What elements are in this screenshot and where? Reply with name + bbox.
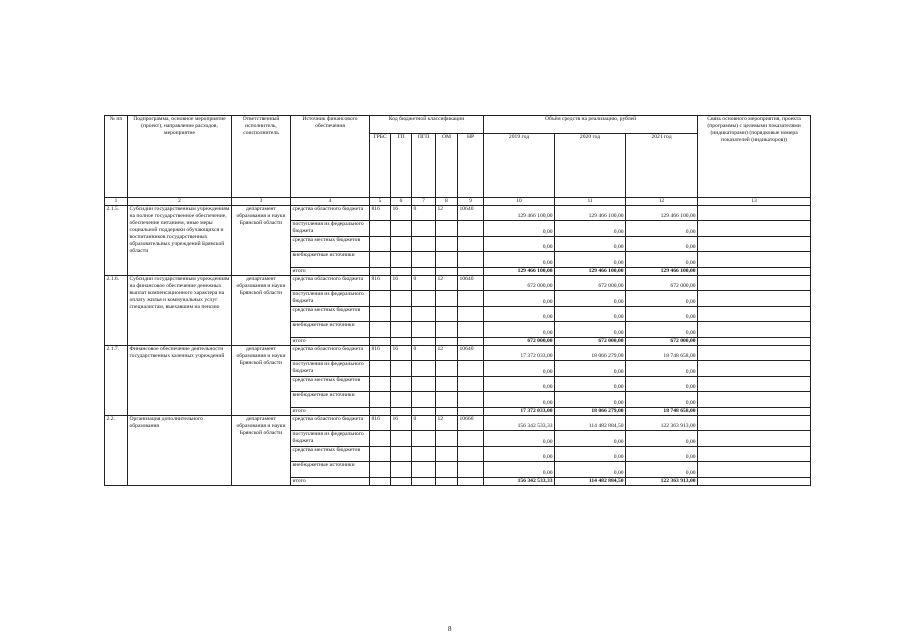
amount-2021: 0,00: [626, 462, 698, 478]
indicator-link: [698, 236, 811, 252]
code-grbs: [370, 392, 391, 408]
code-pgp: [412, 322, 436, 338]
code-pgp: [412, 267, 436, 275]
source-label: внебюджетные источники: [291, 392, 370, 408]
col-number: 2: [128, 198, 232, 206]
code-grbs: [370, 361, 391, 377]
code-grbs: 816: [370, 415, 391, 431]
code-grbs: [370, 407, 391, 415]
code-pgp: [412, 407, 436, 415]
header-kbk: Код бюджетной классификации: [370, 116, 484, 134]
indicator-link: [698, 345, 811, 361]
table-header: [105, 116, 811, 206]
col-number: 4: [291, 198, 370, 206]
item-name: Финансовое обеспечение деятельности государственных казенных учреждений: [128, 345, 232, 415]
indicator-link: [698, 392, 811, 408]
amount-2019: 672 000,00: [484, 275, 555, 291]
amount-2019: 0,00: [484, 392, 555, 408]
indicator-link: [698, 415, 811, 431]
code-gp: [391, 407, 412, 415]
code-gp: [391, 306, 412, 322]
indicator-link: [698, 205, 811, 221]
col-number: 12: [626, 198, 698, 206]
item-responsible: департамент образования и науки Брянской области: [232, 205, 291, 275]
source-label: поступления из федерального бюджета: [291, 361, 370, 377]
amount-2020: 0,00: [555, 306, 626, 322]
code-nr: [458, 462, 484, 478]
source-label: средства местных бюджетов: [291, 446, 370, 462]
header-year-2020: 2020 год: [555, 134, 626, 198]
code-om: [436, 361, 458, 377]
header-kbk-gp: ГП: [391, 134, 412, 198]
code-pgp: 0: [412, 205, 436, 221]
amount-2019: 129 466 100,00: [484, 267, 555, 275]
amount-2019: 0,00: [484, 431, 555, 447]
amount-2021: 0,00: [626, 322, 698, 338]
code-gp: [391, 392, 412, 408]
amount-2021: 0,00: [626, 376, 698, 392]
source-label: поступления из федерального бюджета: [291, 431, 370, 447]
code-om: 12: [436, 345, 458, 361]
code-gp: [391, 361, 412, 377]
amount-2020: 0,00: [555, 221, 626, 237]
amount-2019: 0,00: [484, 446, 555, 462]
code-om: 12: [436, 275, 458, 291]
code-gp: [391, 477, 412, 485]
indicator-link: [698, 275, 811, 291]
source-label: внебюджетные источники: [291, 462, 370, 478]
code-gp: [391, 267, 412, 275]
amount-2021: 0,00: [626, 291, 698, 307]
amount-2020: 0,00: [555, 236, 626, 252]
code-grbs: [370, 236, 391, 252]
source-label: средства местных бюджетов: [291, 376, 370, 392]
code-grbs: [370, 462, 391, 478]
amount-2021: 0,00: [626, 252, 698, 268]
code-nr: [458, 252, 484, 268]
code-pgp: [412, 361, 436, 377]
code-gp: [391, 322, 412, 338]
code-nr: [458, 376, 484, 392]
table-row: [105, 205, 811, 221]
header-num: № пп: [105, 116, 128, 198]
amount-2021: 18 748 658,00: [626, 407, 698, 415]
amount-2019: 17 372 033,00: [484, 345, 555, 361]
source-label: итого: [291, 267, 370, 275]
amount-2019: 0,00: [484, 322, 555, 338]
code-gp: 16: [391, 275, 412, 291]
amount-2021: 672 000,00: [626, 337, 698, 345]
col-number: 8: [436, 198, 458, 206]
source-label: средства областного бюджета: [291, 345, 370, 361]
amount-2021: 0,00: [626, 221, 698, 237]
amount-2021: 18 748 658,00: [626, 345, 698, 361]
header-kbk-nr: НР: [458, 134, 484, 198]
code-om: 12: [436, 205, 458, 221]
amount-2020: 129 466 100,00: [555, 205, 626, 221]
source-label: итого: [291, 407, 370, 415]
source-label: внебюджетные источники: [291, 322, 370, 338]
col-number: 7: [412, 198, 436, 206]
code-om: [436, 252, 458, 268]
amount-2019: 17 372 033,00: [484, 407, 555, 415]
code-grbs: [370, 306, 391, 322]
amount-2021: 672 000,00: [626, 275, 698, 291]
code-pgp: [412, 306, 436, 322]
header-year-2021: 2021 год: [626, 134, 698, 198]
indicator-link: [698, 446, 811, 462]
amount-2021: 129 466 100,00: [626, 267, 698, 275]
indicator-link: [698, 376, 811, 392]
code-nr: 10640: [458, 205, 484, 221]
code-grbs: [370, 221, 391, 237]
code-grbs: [370, 267, 391, 275]
amount-2020: 0,00: [555, 392, 626, 408]
header-source: Источник финансового обеспечения: [291, 116, 370, 198]
code-pgp: [412, 431, 436, 447]
header-link: Связь основного мероприятия, проекта (программы) с целевыми показателями (индикаторами) (порядковые номера показателей (индикаторов)): [698, 116, 811, 198]
column-numbers-row: [105, 198, 811, 206]
code-nr: [458, 407, 484, 415]
amount-2019: 0,00: [484, 376, 555, 392]
code-om: [436, 322, 458, 338]
code-nr: 10640: [458, 275, 484, 291]
code-nr: 10640: [458, 345, 484, 361]
header-volume: Объём средств на реализацию, рублей: [484, 116, 698, 134]
indicator-link: [698, 252, 811, 268]
amount-2020: 672 000,00: [555, 337, 626, 345]
code-gp: [391, 462, 412, 478]
code-grbs: [370, 291, 391, 307]
amount-2019: 156 342 533,33: [484, 415, 555, 431]
code-om: [436, 236, 458, 252]
table-row: [105, 415, 811, 431]
code-pgp: [412, 291, 436, 307]
item-responsible: департамент образования и науки Брянской области: [232, 345, 291, 415]
header-kbk-pgp: ПГП: [412, 134, 436, 198]
amount-2019: 0,00: [484, 361, 555, 377]
code-pgp: 0: [412, 345, 436, 361]
code-nr: [458, 236, 484, 252]
code-nr: [458, 431, 484, 447]
code-nr: [458, 337, 484, 345]
amount-2020: 18 066 279,00: [555, 345, 626, 361]
code-om: [436, 431, 458, 447]
amount-2020: 672 000,00: [555, 275, 626, 291]
code-gp: [391, 236, 412, 252]
indicator-link: [698, 306, 811, 322]
code-om: 12: [436, 415, 458, 431]
code-nr: [458, 291, 484, 307]
amount-2020: 0,00: [555, 446, 626, 462]
code-gp: [391, 446, 412, 462]
col-number: 10: [484, 198, 555, 206]
amount-2019: 0,00: [484, 306, 555, 322]
item-name: Организация дополнительного образования: [128, 415, 232, 485]
amount-2020: 0,00: [555, 322, 626, 338]
code-om: [436, 306, 458, 322]
code-pgp: [412, 477, 436, 485]
code-nr: [458, 446, 484, 462]
col-number: 1: [105, 198, 128, 206]
item-name: Субсидии государственным учреждениям на финансовое обеспечение денежных выплат компенсационного характера на оплату жилья и коммунальных услуг специалистам, выехавшим на пенсию: [128, 275, 232, 345]
amount-2020: 0,00: [555, 291, 626, 307]
amount-2020: 0,00: [555, 361, 626, 377]
col-number: 9: [458, 198, 484, 206]
indicator-link: [698, 462, 811, 478]
amount-2019: 156 342 533,33: [484, 477, 555, 485]
code-om: [436, 462, 458, 478]
code-gp: [391, 431, 412, 447]
code-gp: [391, 252, 412, 268]
amount-2021: 122 363 913,00: [626, 415, 698, 431]
indicator-link: [698, 322, 811, 338]
amount-2021: 0,00: [626, 446, 698, 462]
amount-2021: 129 466 100,00: [626, 205, 698, 221]
source-label: внебюджетные источники: [291, 252, 370, 268]
code-nr: [458, 322, 484, 338]
code-gp: [391, 291, 412, 307]
code-grbs: [370, 322, 391, 338]
indicator-link: [698, 407, 811, 415]
code-nr: [458, 477, 484, 485]
header-kbk-grbs: ГРБС: [370, 134, 391, 198]
amount-2020: 129 466 100,00: [555, 267, 626, 275]
amount-2021: 0,00: [626, 392, 698, 408]
code-nr: [458, 267, 484, 275]
source-label: средства местных бюджетов: [291, 306, 370, 322]
item-name: Субсидии государственным учреждениям на полное государственное обеспечение, обеспечение питанием, иные меры социальной поддержки обучающихся и воспитанников государственных образовательных учреждений Брянской области: [128, 205, 232, 275]
indicator-link: [698, 267, 811, 275]
amount-2021: 122 363 913,00: [626, 477, 698, 485]
source-label: поступления из федерального бюджета: [291, 221, 370, 237]
col-number: 13: [698, 198, 811, 206]
code-nr: [458, 392, 484, 408]
code-nr: [458, 361, 484, 377]
code-pgp: 0: [412, 275, 436, 291]
source-label: поступления из федерального бюджета: [291, 291, 370, 307]
col-number: 11: [555, 198, 626, 206]
indicator-link: [698, 361, 811, 377]
header-name: Подпрограмма, основное мероприятие (проект), направление расходов, мероприятие: [128, 116, 232, 198]
code-pgp: [412, 252, 436, 268]
amount-2019: 0,00: [484, 291, 555, 307]
amount-2020: 114 482 884,50: [555, 415, 626, 431]
source-label: средства областного бюджета: [291, 275, 370, 291]
code-grbs: [370, 431, 391, 447]
code-pgp: [412, 221, 436, 237]
source-label: итого: [291, 337, 370, 345]
header-year-2019: 2019 год: [484, 134, 555, 198]
code-om: [436, 221, 458, 237]
code-grbs: [370, 252, 391, 268]
code-gp: [391, 376, 412, 392]
header-responsible: Ответственный исполнитель, соисполнитель: [232, 116, 291, 198]
amount-2021: 0,00: [626, 236, 698, 252]
code-om: [436, 267, 458, 275]
amount-2019: 129 466 100,00: [484, 205, 555, 221]
indicator-link: [698, 477, 811, 485]
code-grbs: 816: [370, 345, 391, 361]
amount-2019: 0,00: [484, 462, 555, 478]
budget-table: [104, 115, 811, 486]
item-number: 2.1.5.: [105, 205, 128, 275]
code-grbs: [370, 376, 391, 392]
code-pgp: [412, 462, 436, 478]
item-number: 2.2.: [105, 415, 128, 485]
table-row: [105, 345, 811, 361]
col-number: 3: [232, 198, 291, 206]
item-number: 2.1.7.: [105, 345, 128, 415]
amount-2020: 0,00: [555, 462, 626, 478]
code-om: [436, 477, 458, 485]
amount-2021: 0,00: [626, 306, 698, 322]
code-om: [436, 337, 458, 345]
header-kbk-om: ОМ: [436, 134, 458, 198]
amount-2020: 0,00: [555, 431, 626, 447]
code-pgp: [412, 446, 436, 462]
code-pgp: [412, 236, 436, 252]
item-responsible: департамент образования и науки Брянской области: [232, 415, 291, 485]
table-row: [105, 275, 811, 291]
source-label: средства областного бюджета: [291, 415, 370, 431]
item-number: 2.1.6.: [105, 275, 128, 345]
source-label: средства местных бюджетов: [291, 236, 370, 252]
source-label: средства областного бюджета: [291, 205, 370, 221]
amount-2020: 18 066 279,00: [555, 407, 626, 415]
code-grbs: [370, 446, 391, 462]
indicator-link: [698, 337, 811, 345]
amount-2021: 0,00: [626, 361, 698, 377]
amount-2020: 0,00: [555, 252, 626, 268]
code-om: [436, 376, 458, 392]
item-responsible: департамент образования и науки Брянской области: [232, 275, 291, 345]
amount-2019: 0,00: [484, 236, 555, 252]
amount-2019: 0,00: [484, 252, 555, 268]
code-nr: [458, 306, 484, 322]
code-pgp: [412, 337, 436, 345]
code-pgp: [412, 376, 436, 392]
col-number: 5: [370, 198, 391, 206]
amount-2020: 0,00: [555, 376, 626, 392]
code-om: [436, 446, 458, 462]
indicator-link: [698, 221, 811, 237]
code-om: [436, 291, 458, 307]
code-om: [436, 407, 458, 415]
page-number: 8: [448, 625, 452, 633]
code-grbs: [370, 477, 391, 485]
code-nr: 10660: [458, 415, 484, 431]
code-om: [436, 392, 458, 408]
code-gp: [391, 337, 412, 345]
amount-2019: 0,00: [484, 221, 555, 237]
code-gp: 16: [391, 415, 412, 431]
code-grbs: 816: [370, 275, 391, 291]
code-grbs: [370, 337, 391, 345]
amount-2019: 672 000,00: [484, 337, 555, 345]
code-pgp: [412, 392, 436, 408]
code-gp: 16: [391, 205, 412, 221]
code-nr: [458, 221, 484, 237]
indicator-link: [698, 291, 811, 307]
col-number: 6: [391, 198, 412, 206]
code-gp: [391, 221, 412, 237]
amount-2021: 0,00: [626, 431, 698, 447]
source-label: итого: [291, 477, 370, 485]
amount-2020: 114 482 884,50: [555, 477, 626, 485]
code-grbs: 816: [370, 205, 391, 221]
code-pgp: 0: [412, 415, 436, 431]
table-body: [105, 205, 811, 485]
indicator-link: [698, 431, 811, 447]
code-gp: 16: [391, 345, 412, 361]
